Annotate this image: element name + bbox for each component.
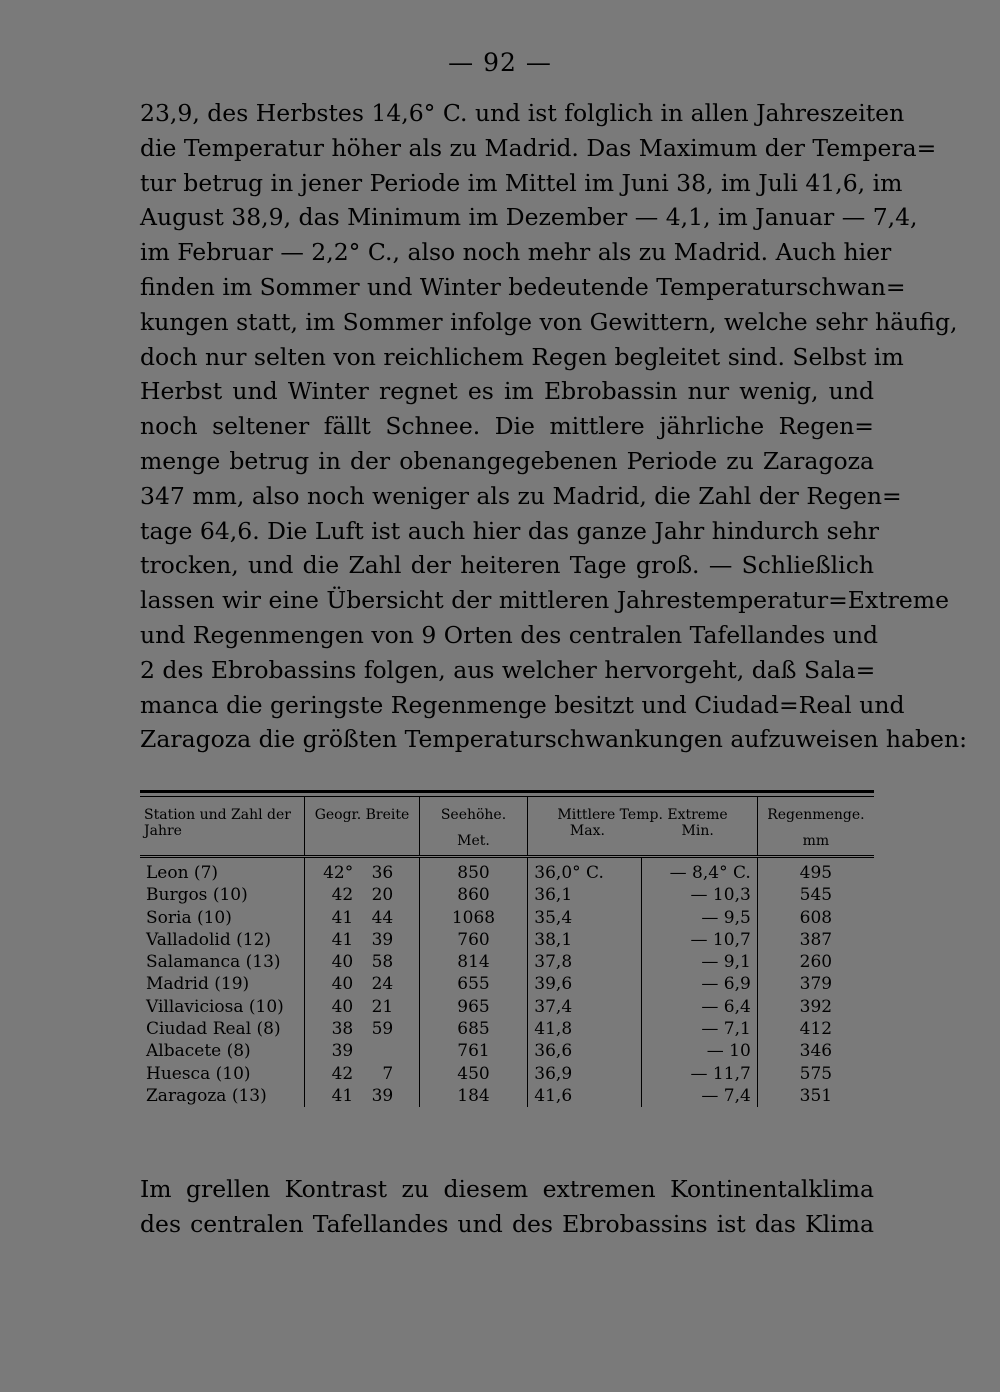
cell-regen: 379 (757, 973, 874, 995)
table-row (140, 1063, 874, 1085)
text-line: doch nur selten von reichlichem Regen begleitet sind. Selbst im (140, 342, 904, 371)
text-line: Im grellen Kontrast zu diesem extremen Kontinentalklima (140, 1175, 874, 1203)
cell-station: Villaviciosa (10) (146, 996, 284, 1017)
table-row (140, 1040, 874, 1062)
cell-hoehe: 450 (419, 1063, 528, 1085)
cell-min: — 9,1 (642, 951, 757, 973)
header-min: Min. (681, 823, 714, 839)
cell-hoehe: 685 (419, 1018, 528, 1040)
table-row (140, 973, 874, 995)
cell-max: 41,8 (528, 1018, 642, 1040)
text-line: des centralen Tafellandes und des Ebrobassins ist das Klima (140, 1209, 874, 1238)
cell-breite (305, 1018, 419, 1040)
cell-hoehe: 184 (419, 1085, 528, 1107)
cell-station: Ciudad Real (8) (146, 1019, 281, 1040)
cell-breite (305, 973, 419, 995)
table-top-rule (140, 790, 874, 793)
cell-regen: 346 (757, 1040, 874, 1062)
cell-breite-min: 58 (371, 952, 394, 973)
page-number: — 92 — (448, 48, 552, 77)
table-row (140, 857, 874, 885)
text-line: und Regenmengen von 9 Orten des centralen Tafellandes und (140, 620, 879, 649)
cell-min: — 11,7 (642, 1063, 757, 1085)
cell-breite (305, 1063, 419, 1085)
text-line: noch seltener fällt Schnee. Die mittlere jährliche Regen= (140, 412, 874, 441)
main-paragraph (140, 96, 967, 757)
cell-regen: 351 (757, 1085, 874, 1107)
cell-breite-min: 59 (371, 1019, 394, 1040)
text-line: tur betrug in jener Periode im Mittel im Juni 38, im Juli 41,6, im (140, 168, 903, 197)
table-row (140, 1018, 874, 1040)
cell-breite-min: 44 (371, 907, 394, 928)
cell-breite (305, 1085, 419, 1107)
cell-max: 38,1 (528, 929, 642, 951)
header-max: Max. (569, 823, 605, 839)
cell-max: 36,0° C. (528, 857, 642, 885)
text-line: Zaragoza die größten Temperaturschwankungen aufzuweisen haben: (140, 725, 967, 754)
cell-min: — 10 (642, 1040, 757, 1062)
header-temp-label: Mittlere Temp. Extreme (557, 807, 728, 823)
cell-regen: 412 (757, 1018, 874, 1040)
cell-regen: 545 (757, 884, 874, 906)
table-row (140, 907, 874, 929)
cell-hoehe: 761 (419, 1040, 528, 1062)
cell-breite-deg: 41 (331, 1085, 354, 1106)
cell-regen: 387 (757, 929, 874, 951)
header-station: Station und Zahl der Jahre (140, 797, 305, 857)
header-hoehe-label: Seehöhe. (440, 807, 507, 823)
cell-breite-min: 24 (371, 974, 394, 995)
cell-station: Zaragoza (13) (146, 1085, 267, 1106)
cell-max: 35,4 (528, 907, 642, 929)
cell-max: 36,9 (528, 1063, 642, 1085)
table-header-row (140, 797, 874, 857)
cell-breite-min: 21 (371, 996, 394, 1017)
text-line: die Temperatur höher als zu Madrid. Das Maximum der Tempera= (140, 133, 937, 162)
cell-max: 36,1 (528, 884, 642, 906)
cell-breite (305, 996, 419, 1018)
cell-breite-min: 39 (371, 929, 394, 950)
header-hoehe (419, 797, 528, 857)
cell-hoehe: 965 (419, 996, 528, 1018)
cell-max: 41,6 (528, 1085, 642, 1107)
cell-max: 39,6 (528, 973, 642, 995)
text-line: tage 64,6. Die Luft ist auch hier das ganze Jahr hindurch sehr (140, 516, 879, 545)
cell-regen: 608 (757, 907, 874, 929)
cell-hoehe: 814 (419, 951, 528, 973)
cell-breite-deg: 42° (323, 863, 354, 883)
cell-min: — 10,3 (642, 884, 757, 906)
cell-breite (305, 907, 419, 929)
header-breite: Geogr. Breite (305, 797, 419, 857)
text-line: August 38,9, das Minimum im Dezember — 4,1, im Januar — 7,4, (140, 203, 918, 232)
cell-station: Leon (7) (146, 863, 219, 883)
text-line: kungen statt, im Sommer infolge von Gewittern, welche sehr häufig, (140, 307, 958, 336)
table-row (140, 884, 874, 906)
cell-breite (305, 951, 419, 973)
text-line: Herbst und Winter regnet es im Ebrobassin nur wenig, und (140, 377, 874, 406)
text-line: 2 des Ebrobassins folgen, aus welcher hervorgeht, daß Sala= (140, 655, 876, 684)
cell-regen: 392 (757, 996, 874, 1018)
cell-breite-deg: 41 (331, 907, 354, 928)
cell-station: Albacete (8) (146, 1041, 251, 1062)
cell-min: — 6,9 (642, 973, 757, 995)
table-row (140, 929, 874, 951)
cell-breite (305, 857, 419, 885)
text-line: trocken, und die Zahl der heiteren Tage groß. — Schließlich (140, 551, 874, 580)
text-line: 347 mm, also noch weniger als zu Madrid, die Zahl der Regen= (140, 481, 902, 510)
cell-station: Madrid (19) (146, 974, 250, 995)
cell-station: Huesca (10) (146, 1063, 251, 1084)
cell-station: Soria (10) (146, 907, 232, 928)
cell-breite (305, 884, 419, 906)
cell-min: — 7,4 (642, 1085, 757, 1107)
cell-breite-min: 20 (371, 885, 394, 906)
cell-regen: 495 (757, 857, 874, 885)
cell-breite-deg: 42 (331, 1063, 354, 1084)
closing-paragraph (140, 1172, 874, 1242)
cell-station: Valladolid (12) (146, 929, 272, 950)
cell-max: 37,4 (528, 996, 642, 1018)
table-row (140, 951, 874, 973)
cell-hoehe: 655 (419, 973, 528, 995)
cell-breite (305, 929, 419, 951)
cell-min: — 6,4 (642, 996, 757, 1018)
cell-breite-deg: 40 (331, 952, 354, 973)
cell-max: 36,6 (528, 1040, 642, 1062)
text-line: finden im Sommer und Winter bedeutende Temperaturschwan= (140, 272, 906, 301)
cell-min: — 10,7 (642, 929, 757, 951)
header-regen (757, 797, 874, 857)
cell-breite-deg: 41 (331, 929, 354, 950)
cell-hoehe: 860 (419, 884, 528, 906)
cell-breite-deg: 42 (331, 885, 354, 906)
cell-hoehe: 1068 (419, 907, 528, 929)
cell-breite (305, 1040, 419, 1062)
cell-min: — 8,4° C. (642, 857, 757, 885)
cell-breite-deg: 40 (331, 996, 354, 1017)
cell-min: — 7,1 (642, 1018, 757, 1040)
cell-station: Salamanca (13) (146, 952, 281, 973)
cell-hoehe: 760 (419, 929, 528, 951)
cell-regen: 260 (757, 951, 874, 973)
cell-max: 37,8 (528, 951, 642, 973)
header-hoehe-unit: Met. (457, 833, 490, 849)
text-line: im Februar — 2,2° C., also noch mehr als zu Madrid. Auch hier (140, 238, 892, 267)
header-temperature (528, 797, 758, 857)
cell-breite-deg: 38 (331, 1019, 354, 1040)
text-line: menge betrug in der obenangegebenen Periode zu Zaragoza (140, 446, 874, 475)
cell-breite-min: 7 (382, 1063, 394, 1084)
cell-min: — 9,5 (642, 907, 757, 929)
text-line: lassen wir eine Übersicht der mittleren Jahrestemperatur=Extreme (140, 586, 949, 615)
table-row (140, 996, 874, 1018)
climate-data-table (140, 797, 874, 1107)
text-line: 23,9, des Herbstes 14,6° C. und ist folglich in allen Jahreszeiten (140, 99, 905, 127)
cell-hoehe: 850 (419, 857, 528, 885)
cell-breite-min: 39 (371, 1085, 394, 1106)
table-row (140, 1085, 874, 1107)
header-regen-unit: mm (802, 833, 830, 849)
cell-breite-deg: 40 (331, 974, 354, 995)
climate-table (140, 790, 874, 1107)
cell-station: Burgos (10) (146, 885, 248, 906)
cell-breite-min: 36 (371, 863, 394, 883)
cell-regen: 575 (757, 1063, 874, 1085)
text-line: manca die geringste Regenmenge besitzt und Ciudad=Real und (140, 690, 905, 719)
cell-breite-deg: 39 (331, 1041, 354, 1062)
header-regen-label: Regenmenge. (767, 807, 865, 823)
